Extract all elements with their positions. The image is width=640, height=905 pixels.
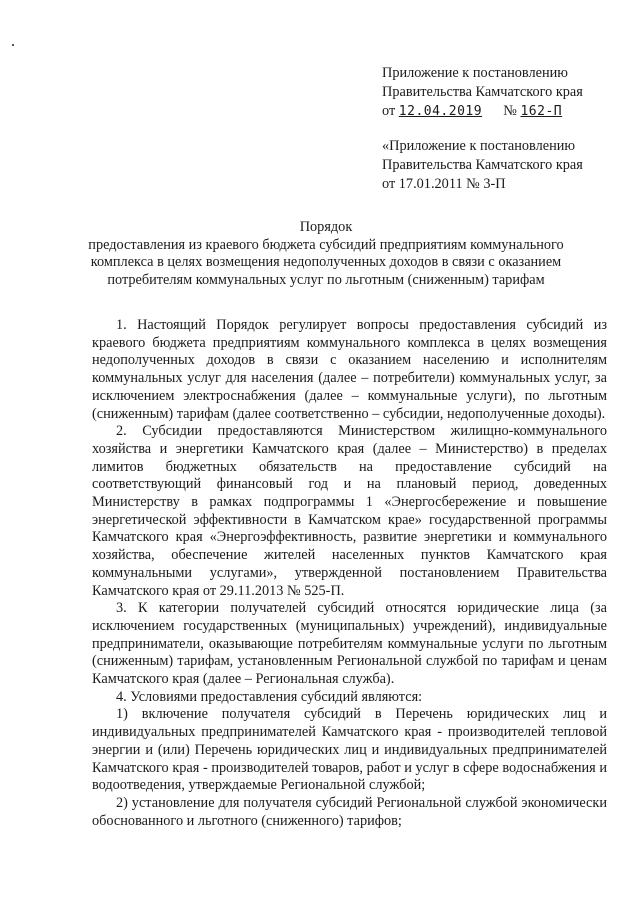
title-subtitle: предоставления из краевого бюджета субсидий предприятиям коммунального комплекса в целях возмещения недополученных доходов в связи с оказанием потребителям коммунальных услуг по льготным (сниженным) тарифам — [88, 236, 564, 288]
appendix-header-previous — [382, 137, 632, 194]
paragraph-4: 4. Условиями предоставления субсидий являются: — [116, 688, 423, 705]
appendix-line-1: Приложение к постановлению — [382, 65, 568, 81]
appendix-date-line — [382, 102, 632, 121]
resolution-date: 12.04.2019 — [398, 104, 483, 119]
appendix-line-2: Правительства Камчатского края — [382, 84, 583, 100]
document-body — [92, 317, 607, 830]
paragraph-1: 1. Настоящий Порядок регулирует вопросы предоставления субсидий из краевого бюджета предприятиям коммунального комплекса в целях возмещения недополученных доходов в связи с оказанием населению и исполнителям коммунальных услуг для населения (далее – потребители) коммунальных услуг, за исключением электроснабжения (далее – коммунальные услуги), по льготным (сниженным) тарифам (далее соответственно – субсидии, недополученные доходы). — [92, 317, 607, 422]
paragraph-2: 2. Субсидии предоставляются Министерством жилищно-коммунального хозяйства и энергетики Камчатского края (далее – Министерство) в пределах лимитов бюджетных обязательств на предоставление субсидий на соответствующий финансовый год и на плановый период, доведенных Министерству в рамках подпрограммы 1 «Энергосбережение и повышение энергетической эффективности в Камчатском крае» государственной программы Камчатского края «Энергоэффективность, развитие энергетики и коммунального хозяйства, обеспечение жителей населенных пунктов Камчатского края коммунальными услугами», утвержденной постановлением Правительства Камчатского края от 29.11.2013 № 525-П. — [92, 423, 607, 599]
prev-appendix-line-2: Правительства Камчатского края — [382, 157, 583, 173]
title-heading: Порядок — [299, 219, 353, 235]
resolution-number: 162-П — [520, 104, 563, 119]
paragraph-4-item-1: 1) включение получателя субсидий в Перечень юридических лиц и индивидуальных предпринимателей Камчатского края - производителей тепловой энергии и (или) Перечень юридических лиц и индивидуальных предпринимателей Камчатского края - производителей товаров, работ и услуг в сфере водоснабжения и водоотведения, утверждаемые Региональной службой; — [92, 706, 607, 794]
date-prefix: от — [382, 103, 396, 119]
prev-appendix-line-3: от 17.01.2011 № 3-П — [382, 176, 506, 192]
paragraph-4-item-2: 2) установление для получателя субсидий Региональной службой экономически обоснованного и льготного (сниженного) тарифов; — [92, 794, 607, 829]
number-prefix: № — [503, 103, 517, 119]
document-title — [60, 219, 592, 289]
appendix-header-current — [382, 64, 632, 121]
scan-dot — [12, 44, 14, 46]
prev-appendix-line-1: «Приложение к постановлению — [382, 138, 576, 154]
paragraph-3: 3. К категории получателей субсидий относятся юридические лица (за исключением государственных (муниципальных) учреждений), индивидуальные предприниматели, оказывающие потребителям коммунальные услуги по льготным (сниженным) тарифам, установленным Региональной службой по тарифам и ценам Камчатского края (далее – Региональная служба). — [92, 600, 607, 688]
